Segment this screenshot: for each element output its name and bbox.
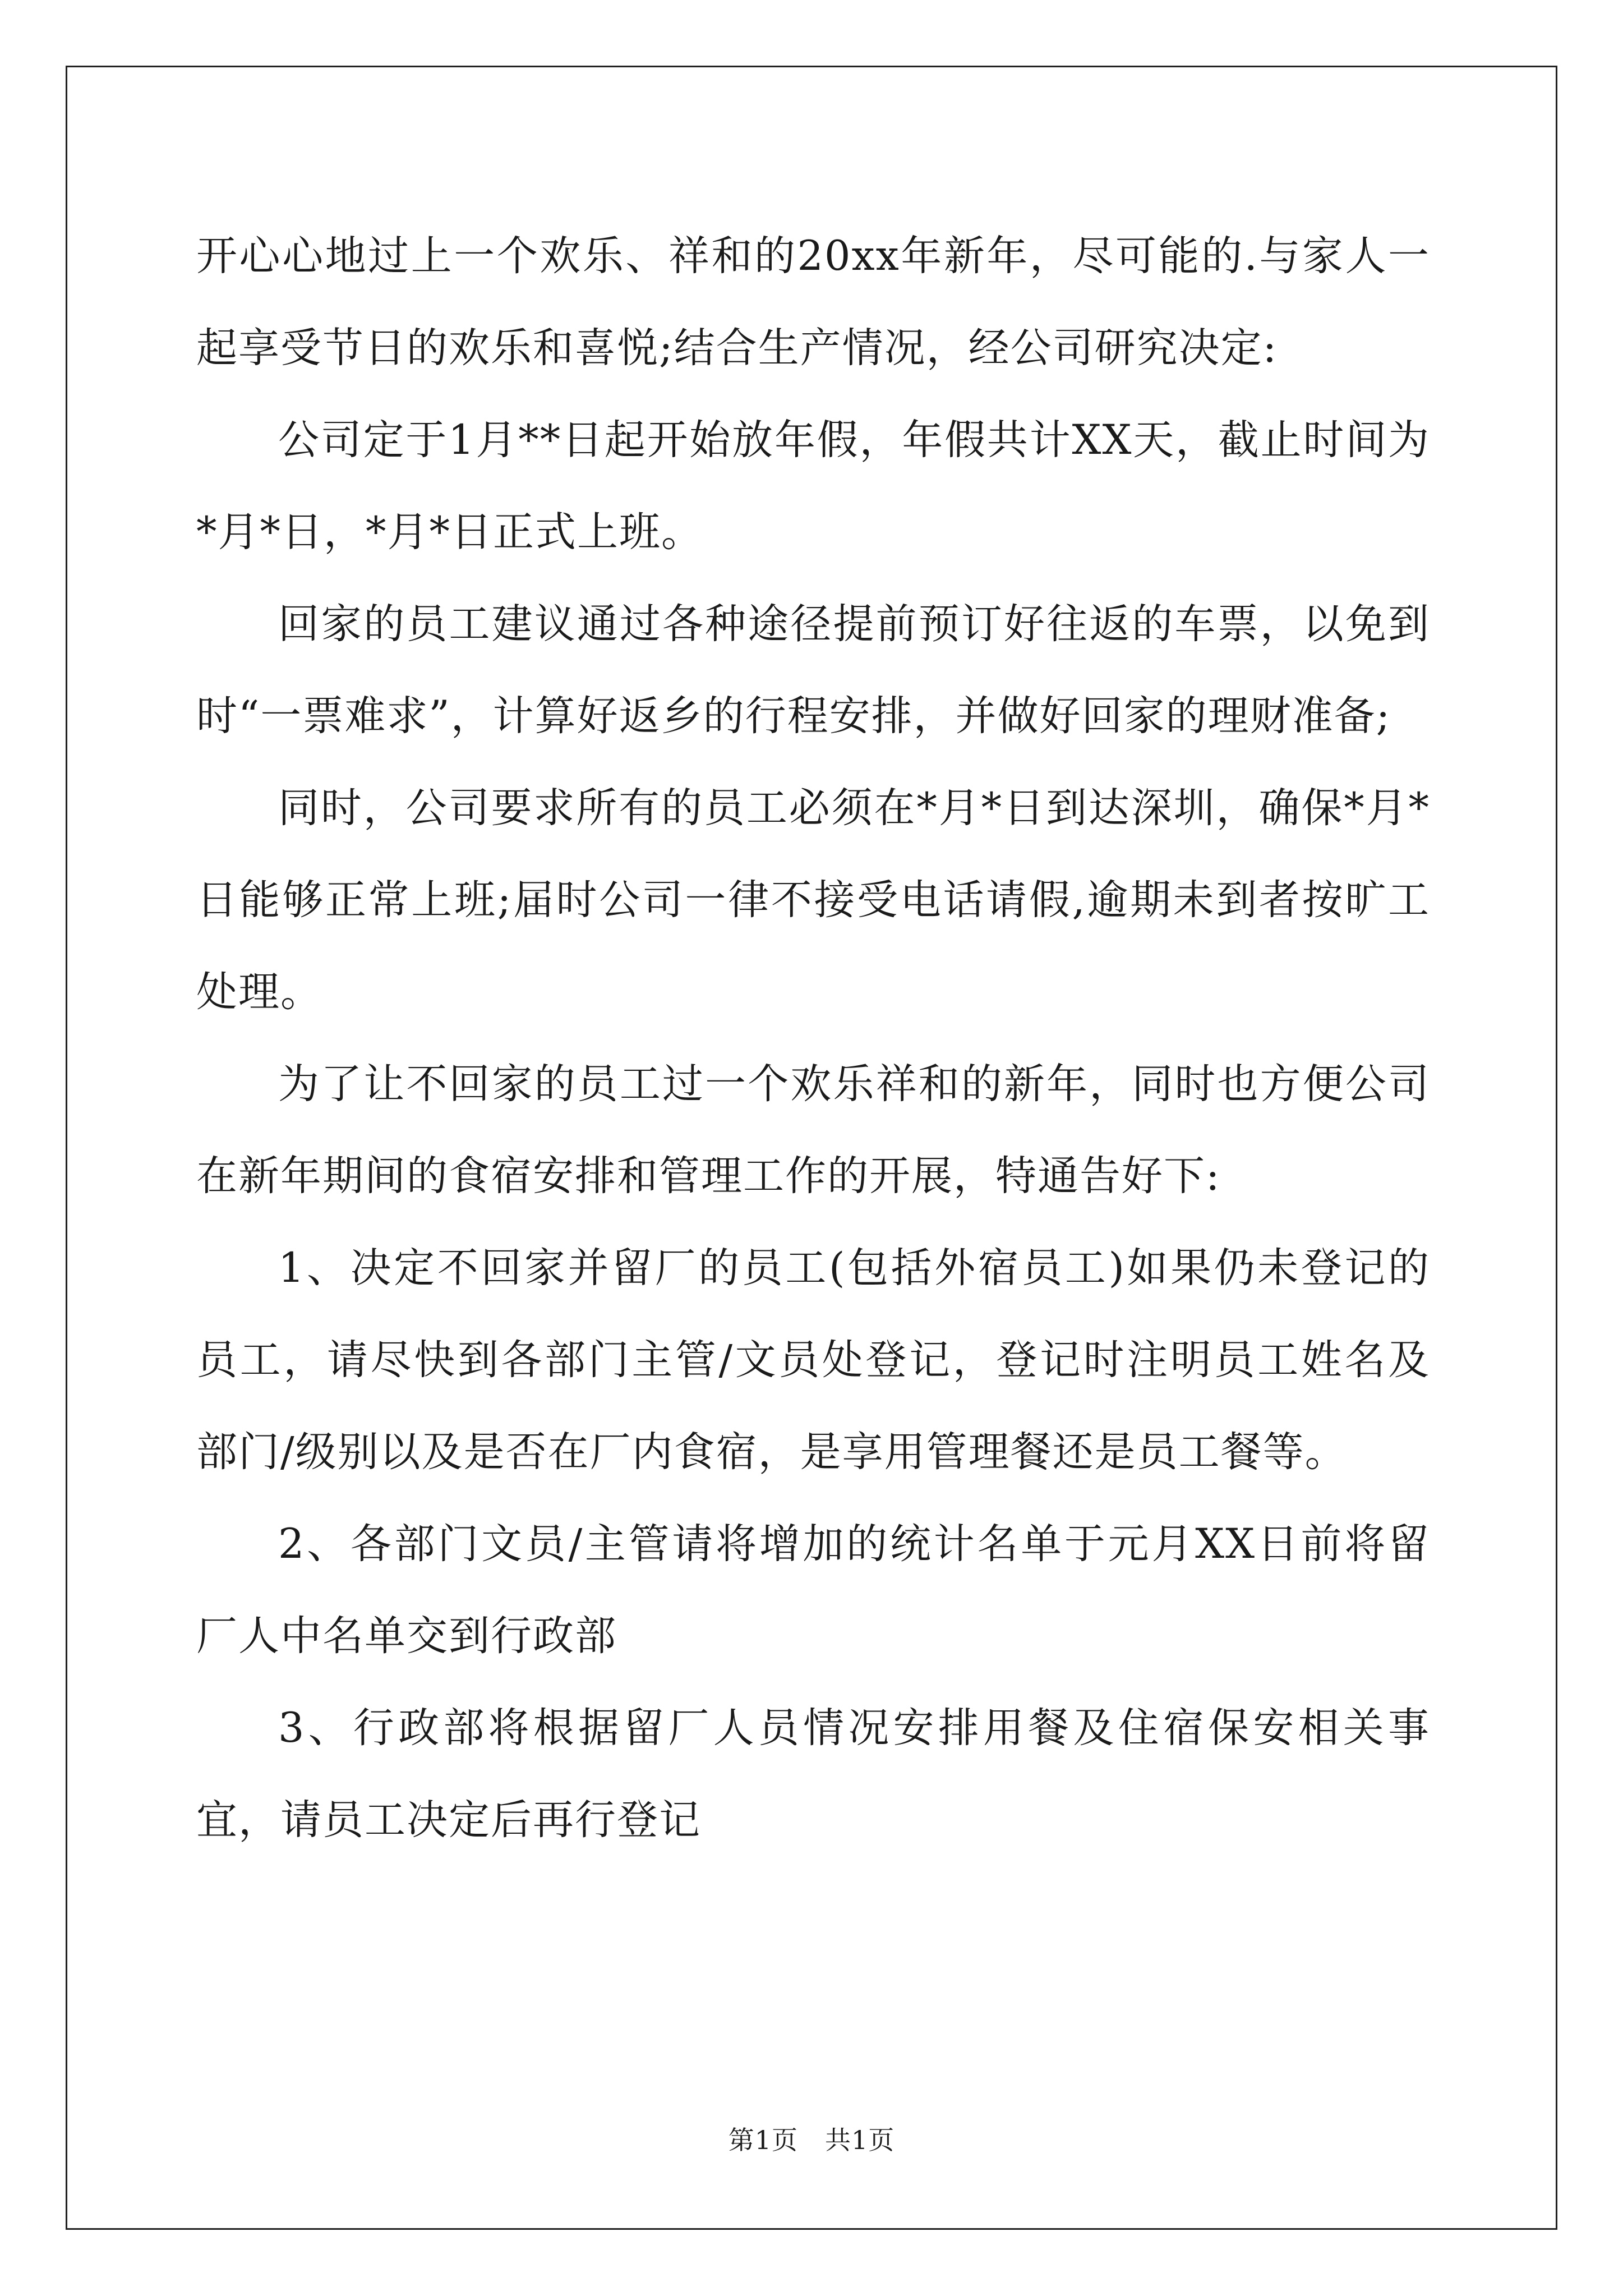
paragraph: 公司定于1月**日起开始放年假，年假共计XX天，截止时间为*月*日，*月*日正式上班。 (196, 416, 1430, 556)
paragraph: 2、各部门文员/主管请将增加的统计名单于元月XX日前将留厂人中名单交到行政部 (196, 1520, 1430, 1660)
paragraph: 同时，公司要求所有的员工必须在*月*日到达深圳，确保*月*日能够正常上班;届时公司一律不接受电话请假,逾期未到者按旷工处理。 (196, 784, 1430, 1016)
paragraph: 回家的员工建议通过各种途径提前预订好往返的车票，以免到时“一票难求”，计算好返乡的行程安排，并做好回家的理财准备; (196, 600, 1430, 740)
page-footer (0, 2123, 1623, 2157)
paragraph: 开心心地过上一个欢乐、祥和的20xx年新年，尽可能的.与家人一起享受节日的欢乐和喜悦;结合生产情况，经公司研究决定: (196, 232, 1430, 372)
paragraph: 为了让不回家的员工过一个欢乐祥和的新年，同时也方便公司在新年期间的食宿安排和管理工作的开展，特通告好下: (196, 1060, 1430, 1200)
paragraph: 1、决定不回家并留厂的员工(包括外宿员工)如果仍未登记的员工，请尽快到各部门主管/文员处登记，登记时注明员工姓名及部门/级别以及是否在厂内食宿，是享用管理餐还是员工餐等。 (196, 1244, 1430, 1476)
page-number: 第1页 (728, 2125, 798, 2155)
document-body (196, 210, 1430, 1866)
page-total: 共1页 (825, 2125, 895, 2155)
paragraph: 3、行政部将根据留厂人员情况安排用餐及住宿保安相关事宜，请员工决定后再行登记 (196, 1704, 1430, 1844)
